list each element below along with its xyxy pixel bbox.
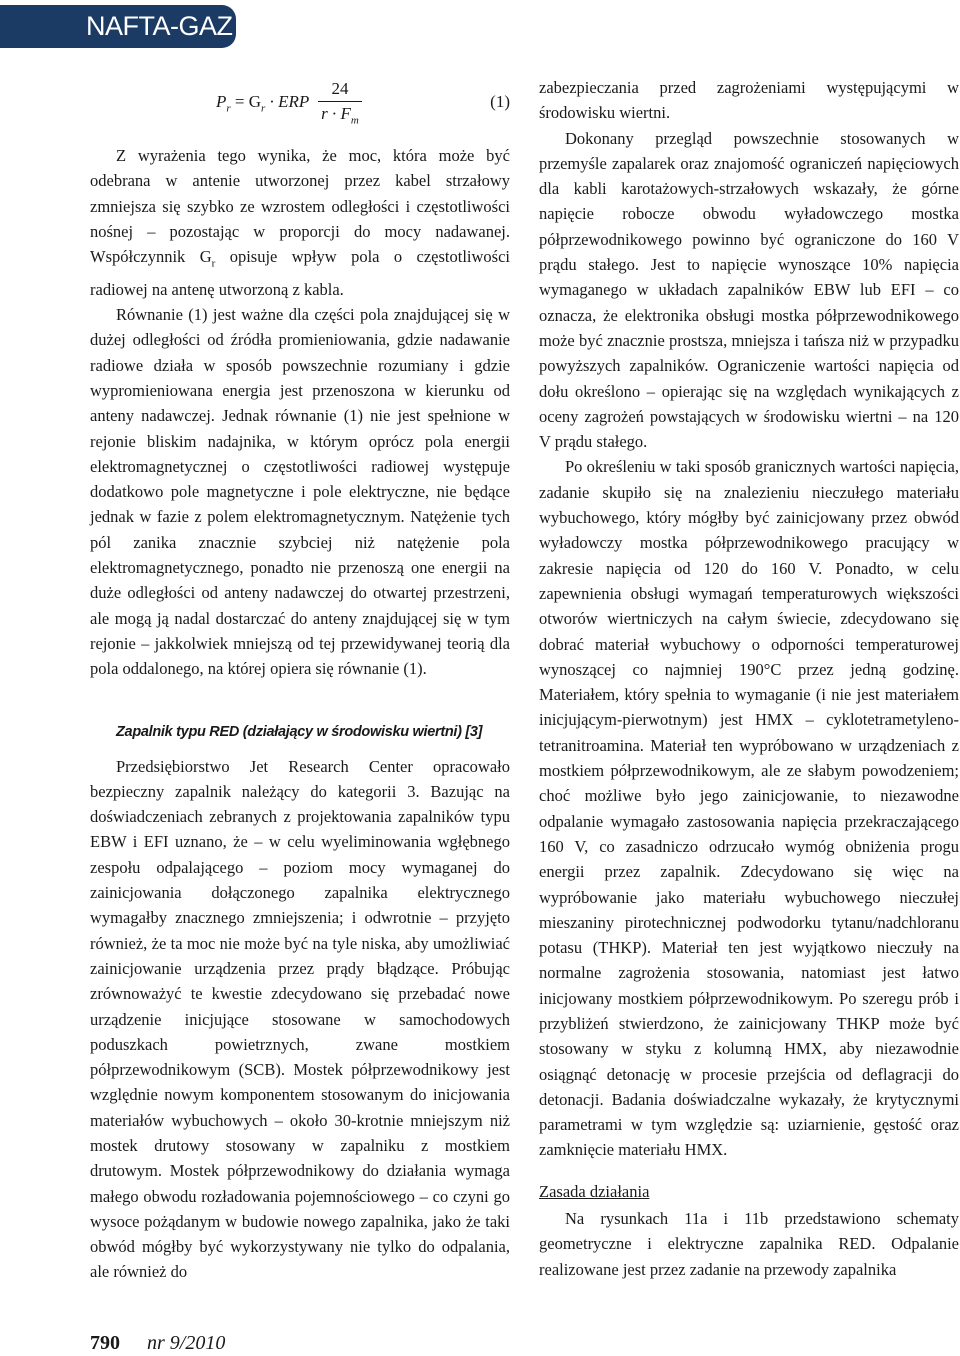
paragraph: Na rysunkach 11a i 11b przedstawiono schematy geometryczne i elektryczne zapalnika RED. Odpalanie realizowane jest przez zadanie na przewody zapalnika xyxy=(539,1209,959,1279)
equation-denominator: $r \cdot F_m$ xyxy=(321,104,359,127)
paragraph: Po określeniu w taki sposób granicznych wartości napięcia, zadanie skupiło się na znalezieniu nieczułego materiału wybuchowego, który mógłby być zainicjowany przez obwód wyładowczy mostka półprzewodnikowego pracujący w zakresie napięcia od 120 do 160 V. Ponadto, w celu zapewnienia obsługi wymagań temperaturowych większości otworów wiertniczych na całym świecie, zdecydowano się dobrać materiał wybuchowy o odporności temperaturowej wynoszącej co najmniej 190°C przez jedną godzinę. Materiałem, który spełnia to wymaganie (i nie jest materiałem inicjującym-pierwotnym) jest HMX – cyklotetrametyleno-tetranitroamina. Materiał ten wypróbowano w urządzeniach z mostkiem półprzewodnikowym, ale ze słabym powodzeniem; choć możliwe było jego zainicjowanie, to niezawodne odpalanie wymagało zastosowania napięcia przekraczającego 160 V, co zasadniczo odrzucało wymóg obniżenia progu energii przez zapalnik. Zdecydowano się więc na wypróbowanie jako materiału wybuchowego nieczułej mieszaniny pirotechnicznej podwodorku tytanu/nadchloranu potasu (THKP). Materiał ten jest wyjątkowo nieczuły na normalne zagrożenia stosowania, natomiast jest łatwo inicjowany mostkiem półprzewodnikowym. Po szeregu prób i przybliżeń stwierdzono, że zainicjowany THKP może być stosowany w styku z kolumną HMX, aby niezawodnie osiągnąć detonację w procesie przejścia od deflagracji do detonacji. Badania doświadczalne wykazały, że krytycznymi parametrami w tym względzie są: uziarnienie, gęstość oraz zamknięcie materiału HMX. xyxy=(539,457,959,1160)
left-column xyxy=(90,75,510,1285)
section-subheading: Zapalnik typu RED (działający w środowisku wiertni) [3] xyxy=(116,723,483,740)
paragraph: Z wyrażenia tego wynika, że moc, która może być odebrana w antenie utworzonej przez kabel strzałowy zmniejsza się szybko ze wzrostem odległości i częstotliwości nośnej – pozostając w proporcji do mocy nadawanej. Współczynnik $G_r$ opisuje wpływ pola o częstotliwości radiowej na antenę utworzoną z kabla. xyxy=(90,146,510,299)
page-footer xyxy=(90,1332,225,1355)
equation-number: (1) xyxy=(490,92,510,111)
section-title: Zasada działania xyxy=(539,1181,650,1201)
right-column xyxy=(539,75,959,1282)
equation-lhs: $P_r = G_r$ · ERP xyxy=(216,92,310,115)
paragraph: Przedsiębiorstwo Jet Research Center opracowało bezpieczny zapalnik należący do kategorii 3. Bazując na doświadczeniach zebranych z projektowania zapalników typu EBW i EFI uznano, że – w celu wyeliminowania wgłębnego zespołu odpalającego – poziom mocy wymaganej do zainicjowania dołączonego zapalnika elektrycznego wymagałby znacznego zmniejszenia; i odwrotnie – przyjęto również, że ta moc nie może być na tyle niska, aby umożliwiać zainicjowanie urządzenia przez prądy błądzące. Próbując zrównoważyć te kwestie zdecydowano się przebadać nowe urządzenie inicjujące stosowane w samochodowych poduszkach powietrznych, zwane mostkiem półprzewodnikowym (SCB). Mostek półprzewodnikowy jest względnie nowym komponentem stosowanym do inicjowania materiałów wybuchowych – około 30-krotnie mniejszym niż mostek drutowy stosowany w zapalniku z mostkiem drutowym. Mostek półprzewodnikowy do działania wymaga małego obwodu rozładowania pojemnościowego – co czyni go wysoce pożądanym w budowie nowego zapalnika, jako że taki obwód mógłby być wykorzystywany nie tylko do odpalania, ale również do xyxy=(90,756,510,1282)
paragraph: Równanie (1) jest ważne dla części pola znajdującej się w dużej odległości od źródła promieniowania, gdzie nadawanie radiowe działa w sposób powszechnie rozumiany i gdzie wypromieniowana energia jest przenoszona w kierunku od anteny nadawczej. Jednak równanie (1) nie jest spełnione w rejonie bliskim nadajnika, w którym oprócz pola energii elektromagnetycznej o częstotliwości radiowej występuje dodatkowo pole magnetyczne i pole elektryczne, nie będące jednak w fazie z polem elektromagnetycznym. Natężenie tych pól zanika znacznie szybciej niż natężenie pola elektromagnetycznego, ponadto nie przenoszą one energii na duże odległości od anteny nadawczej do otwartej przestrzeni, ale mogą ją nadal dostarczać do anteny znajdującej się w tym rejonie – jakkolwiek mniejszą od tej przewidywanej teorią dla pola oddalonego, na której opiera się równanie (1). xyxy=(90,305,510,679)
issue-label: nr 9/2010 xyxy=(147,1332,226,1354)
paragraph: Dokonany przegląd powszechnie stosowanych w przemyśle zapalarek oraz znajomość ograniczeń napięciowych dla kabli karotażowych-strzałowych wskazały, że górne napięcie robocze obwodu wyładowczego mostka półprzewodnikowego powinno być ograniczone do 160 V prądu stałego. Jest to napięcie wynoszące 10% napięcia wymaganego w układach zapalników EBW lub EFI – co oznacza, że elektronika obsługi mostka półprzewodnikowego może być znacznie prostsza, mniejsza i tańsza niż w przypadku powyższych zapalników. Ograniczenie wartości napięcia od dołu określono – opierając się na względach wynikających z oceny zagrożeń powstających w środowisku wiertni – na 120 V prądu stałego. xyxy=(539,128,959,452)
equation-1 xyxy=(90,75,510,137)
equation-fraction xyxy=(318,77,362,132)
page-number: 790 xyxy=(90,1332,120,1354)
journal-title: NAFTA-GAZ xyxy=(86,11,233,41)
paragraph: zabezpieczania przed zagrożeniami występującymi w środowisku wiertni. xyxy=(539,78,959,123)
journal-masthead xyxy=(0,5,236,48)
equation-numerator: 24 xyxy=(318,77,362,102)
